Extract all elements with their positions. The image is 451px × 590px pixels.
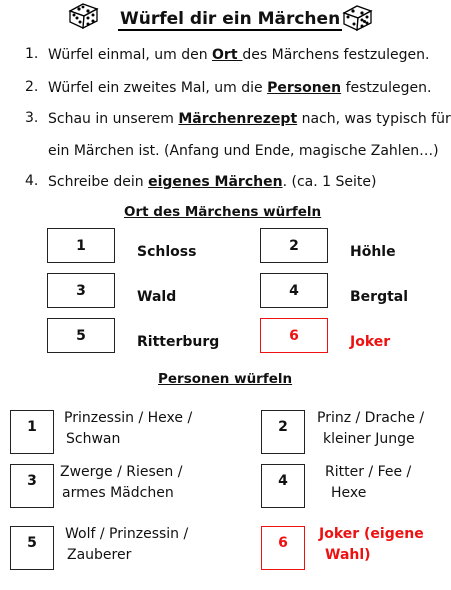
ort-option: Joker: [350, 334, 391, 350]
person-line: Zauberer: [67, 547, 132, 563]
step-number: 1.: [25, 46, 39, 62]
person-line: Prinz / Drache /: [317, 410, 425, 426]
step-number: 4.: [25, 173, 39, 189]
person-line: Ritter / Fee /: [325, 464, 412, 480]
person-number-box: 2: [261, 410, 305, 454]
ort-option: Schloss: [137, 244, 197, 260]
personen-heading: Personen würfeln: [158, 371, 293, 387]
ort-number-box: 3: [47, 273, 115, 308]
ort-number-box: 6: [260, 318, 328, 353]
person-line: Wahl): [325, 547, 371, 563]
ort-heading: Ort des Märchens würfeln: [124, 204, 322, 220]
person-options: [319, 524, 424, 566]
person-line: Prinzessin / Hexe /: [64, 410, 193, 426]
ort-number-box: 1: [47, 228, 115, 263]
person-options: [325, 462, 411, 504]
person-line: armes Mädchen: [62, 485, 174, 501]
ort-number-box: 2: [260, 228, 328, 263]
person-line: Wolf / Prinzessin /: [65, 526, 189, 542]
step-keyword: Märchenrezept: [178, 111, 298, 127]
ort-option: Wald: [137, 289, 177, 305]
person-line: Zwerge / Riesen /: [60, 464, 183, 480]
person-number-box: 3: [10, 464, 54, 508]
step-number: 3.: [25, 110, 39, 126]
dice-icon: [340, 2, 376, 32]
person-number-box: 4: [261, 464, 305, 508]
step-text: Schau in unserem Märchenrezept nach, was typisch für: [48, 111, 451, 127]
step-text: Schreibe dein eigenes Märchen. (ca. 1 Seite): [48, 174, 377, 190]
person-options: [60, 462, 182, 504]
step-text: ein Märchen ist. (Anfang und Ende, magische Zahlen…): [48, 143, 439, 159]
step-keyword: eigenes Märchen: [148, 174, 283, 190]
step-keyword: Personen: [267, 80, 342, 96]
person-line: Joker (eigene: [319, 526, 424, 542]
ort-option: Höhle: [350, 244, 396, 260]
person-line: Schwan: [66, 431, 121, 447]
person-line: Hexe: [331, 485, 367, 501]
person-options: [64, 408, 192, 450]
dice-icon: [66, 0, 102, 30]
step-text: Würfel einmal, um den Ort des Märchens festzulegen.: [48, 47, 430, 63]
step-keyword: Ort: [212, 47, 243, 63]
page-title: Würfel dir ein Märchen: [120, 9, 341, 29]
person-number-box: 6: [261, 526, 305, 570]
person-options: [317, 408, 424, 450]
person-options: [65, 524, 188, 566]
ort-option: Bergtal: [350, 289, 409, 305]
step-number: 2.: [25, 79, 39, 95]
person-line: kleiner Junge: [323, 431, 415, 447]
ort-number-box: 4: [260, 273, 328, 308]
step-text: Würfel ein zweites Mal, um die Personen festzulegen.: [48, 80, 432, 96]
ort-number-box: 5: [47, 318, 115, 353]
ort-option: Ritterburg: [137, 334, 220, 350]
person-number-box: 1: [10, 410, 54, 454]
person-number-box: 5: [10, 526, 54, 570]
